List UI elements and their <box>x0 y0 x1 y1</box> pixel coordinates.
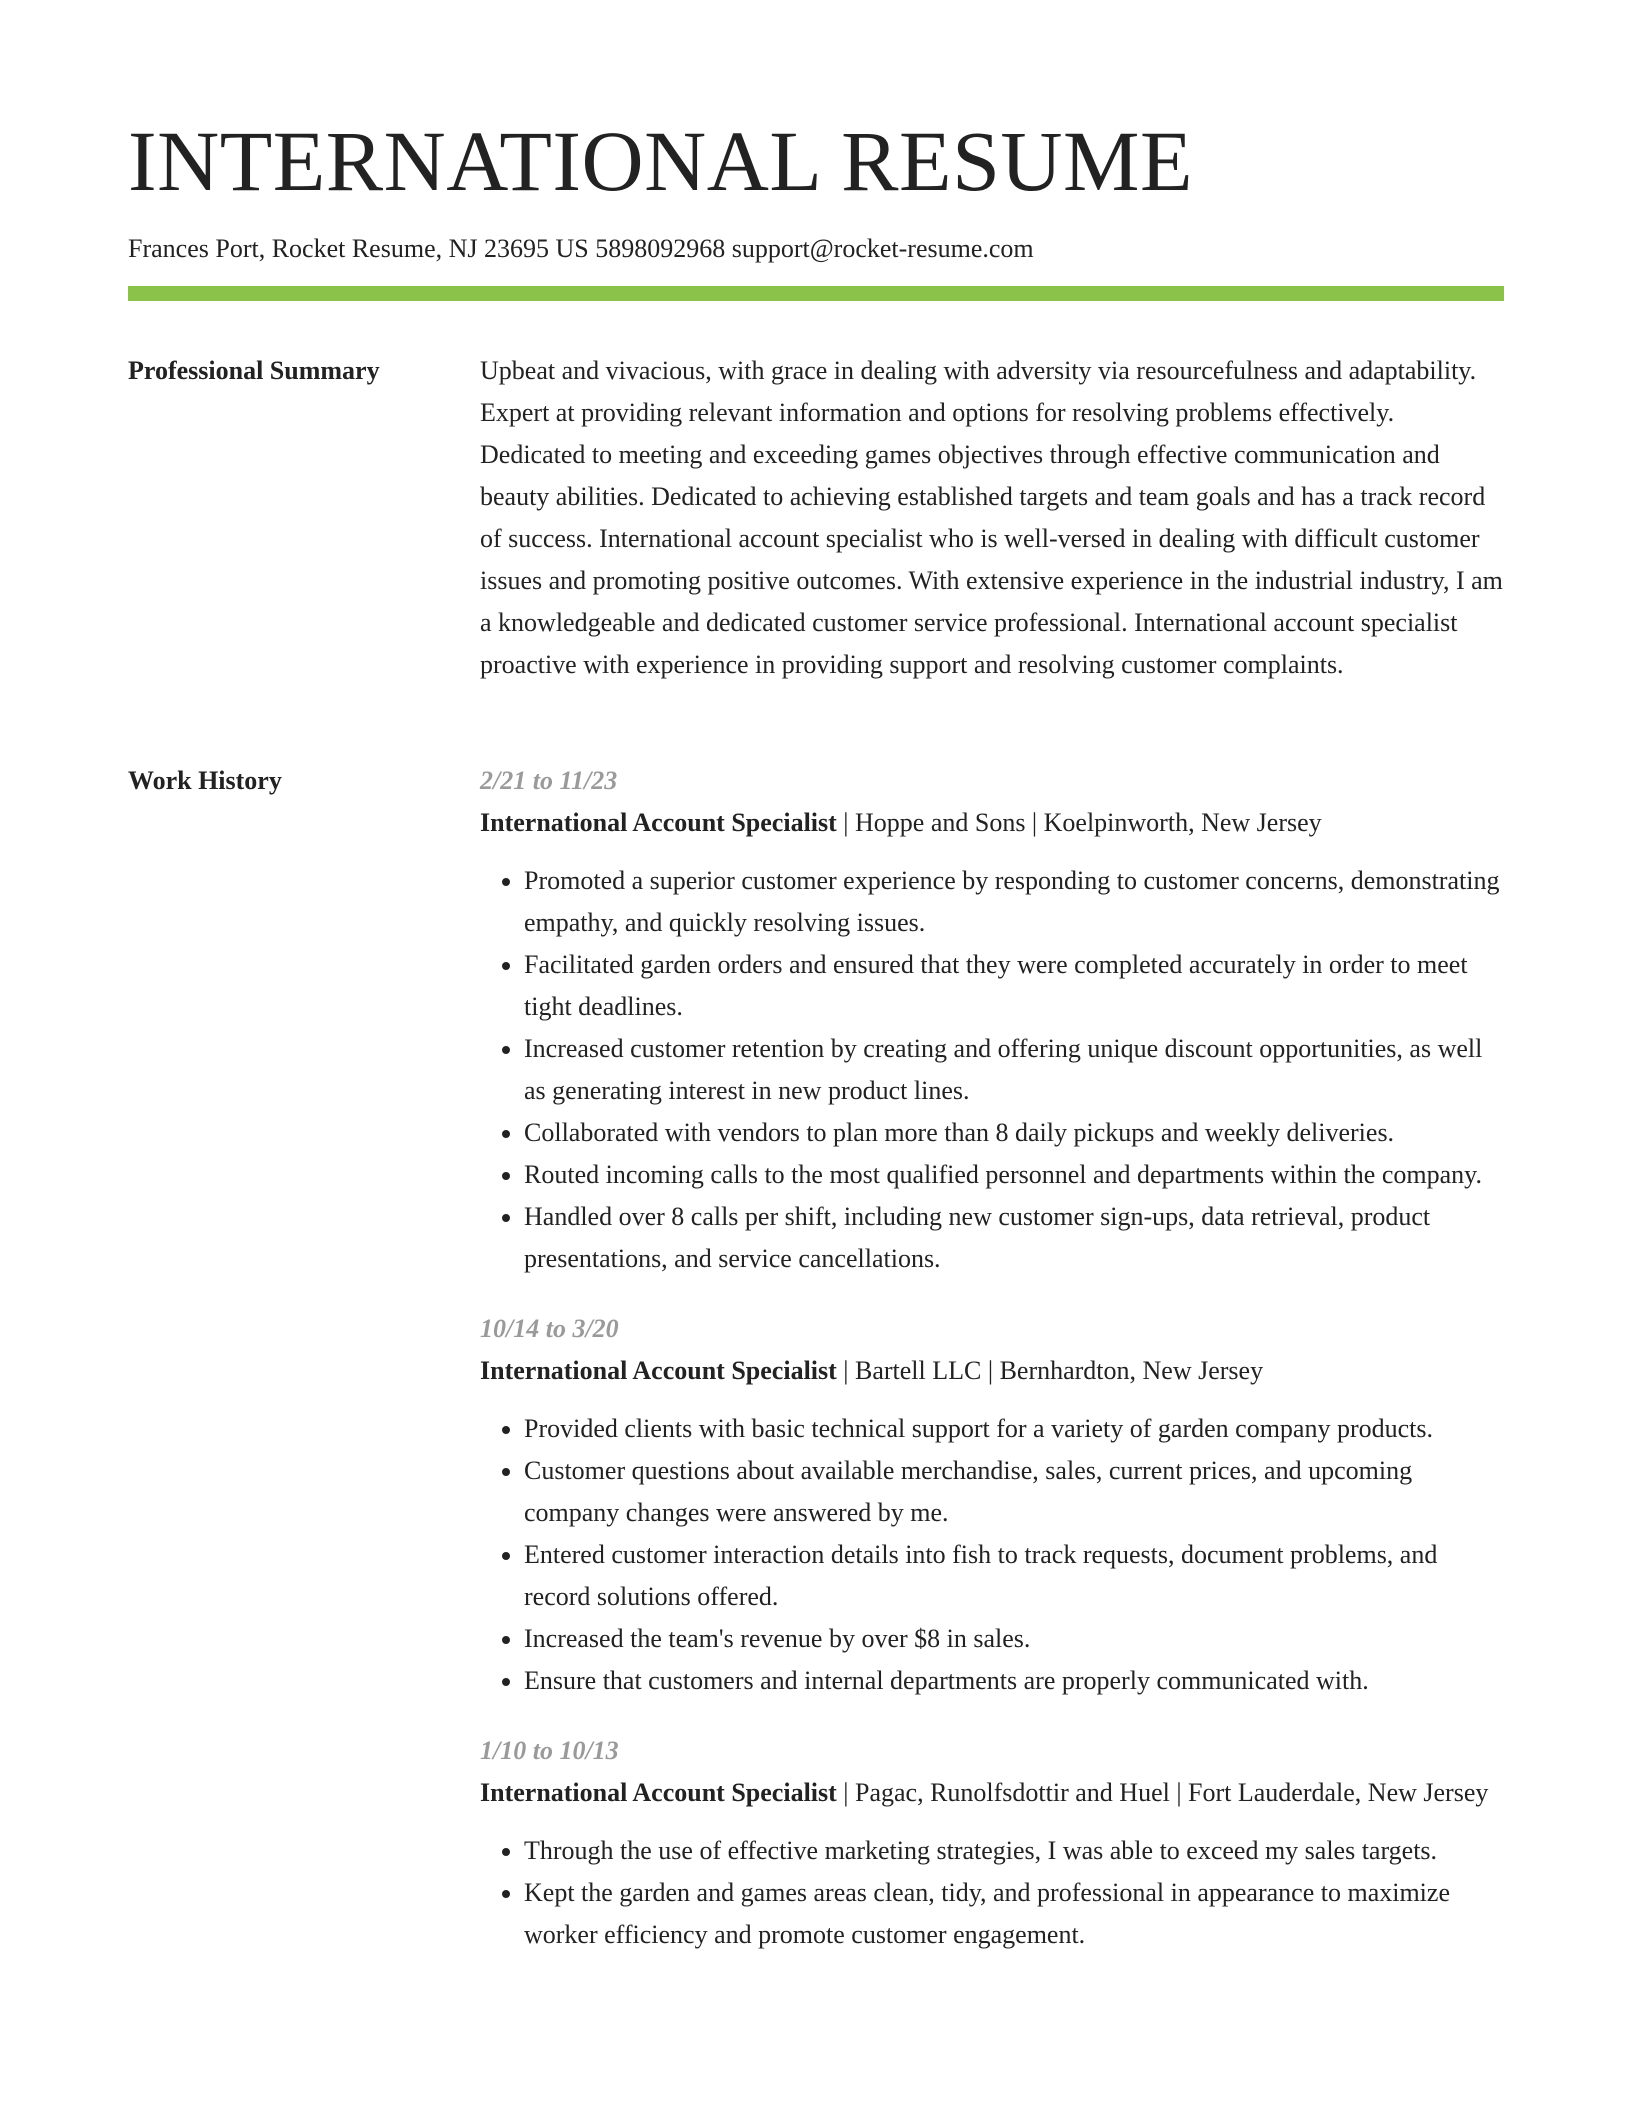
job-dates: 2/21 to 11/23 <box>480 766 618 795</box>
job-bullet: • Kept the garden and games areas clean, tidy, and professional in appearance to maximize worker efficiency and promote customer engagement. <box>524 1872 1504 1956</box>
job-heading <box>480 802 1504 844</box>
job-heading <box>480 1772 1504 1814</box>
summary-body <box>480 350 1504 686</box>
job-heading <box>480 1350 1504 1392</box>
job-details: | Hoppe and Sons | Koelpinworth, New Jersey <box>836 808 1322 837</box>
job-entry <box>480 1308 1504 1702</box>
accent-divider <box>128 286 1504 301</box>
job-title: International Account Specialist <box>480 808 837 837</box>
job-bullet: • Facilitated garden orders and ensured that they were completed accurately in order to meet tight deadlines. <box>524 944 1504 1028</box>
job-bullets <box>480 1408 1504 1702</box>
job-bullets <box>480 1830 1504 1956</box>
job-bullet: • Handled over 8 calls per shift, including new customer sign-ups, data retrieval, product presentations, and service cancellations. <box>524 1196 1504 1280</box>
job-dates: 10/14 to 3/20 <box>480 1314 619 1343</box>
job-dates: 1/10 to 10/13 <box>480 1736 619 1765</box>
job-bullet: • Increased the team's revenue by over $8 in sales. <box>524 1618 1504 1660</box>
job-bullet: • Through the use of effective marketing strategies, I was able to exceed my sales targets. <box>524 1830 1504 1872</box>
job-title: International Account Specialist <box>480 1778 837 1807</box>
job-bullet: • Entered customer interaction details into fish to track requests, document problems, and record solutions offered. <box>524 1534 1504 1618</box>
job-entry <box>480 760 1504 1280</box>
job-details: | Bartell LLC | Bernhardton, New Jersey <box>836 1356 1264 1385</box>
job-bullet: • Promoted a superior customer experience by responding to customer concerns, demonstrating empathy, and quickly resolving issues. <box>524 860 1504 944</box>
job-bullet: • Provided clients with basic technical support for a variety of garden company products. <box>524 1408 1504 1450</box>
job-bullets <box>480 860 1504 1280</box>
section-label-work: Work History <box>128 766 282 795</box>
contact-line: Frances Port, Rocket Resume, NJ 23695 US 5898092968 support@rocket-resume.com <box>128 234 1034 263</box>
job-bullet: • Collaborated with vendors to plan more than 8 daily pickups and weekly deliveries. <box>524 1112 1504 1154</box>
job-bullet: • Increased customer retention by creating and offering unique discount opportunities, as well as generating interest in new product lines. <box>524 1028 1504 1112</box>
job-bullet: • Customer questions about available merchandise, sales, current prices, and upcoming company changes were answered by me. <box>524 1450 1504 1534</box>
job-bullet: • Routed incoming calls to the most qualified personnel and departments within the company. <box>524 1154 1504 1196</box>
section-label-summary: Professional Summary <box>128 356 380 385</box>
work-history-body <box>480 760 1504 1984</box>
job-entry <box>480 1730 1504 1956</box>
job-bullet: • Ensure that customers and internal departments are properly communicated with. <box>524 1660 1504 1702</box>
job-details: | Pagac, Runolfsdottir and Huel | Fort Lauderdale, New Jersey <box>836 1778 1489 1807</box>
summary-text: Upbeat and vivacious, with grace in dealing with adversity via resourcefulness and adaptability. Expert at providing relevant information and options for resolving problems effectively. Dedicated to meeting and exceeding games objectives through effective communication and beauty abilities. Dedicated to achieving established targets and team goals and has a track record of success. International account specialist who is well-versed in dealing with difficult customer issues and promoting positive outcomes. With extensive experience in the industrial industry, I am a knowledgeable and dedicated customer service professional. International account specialist proactive with experience in providing support and resolving customer complaints. <box>480 356 1503 679</box>
resume-title: INTERNATIONAL RESUME <box>128 113 1194 209</box>
job-title: International Account Specialist <box>480 1356 837 1385</box>
